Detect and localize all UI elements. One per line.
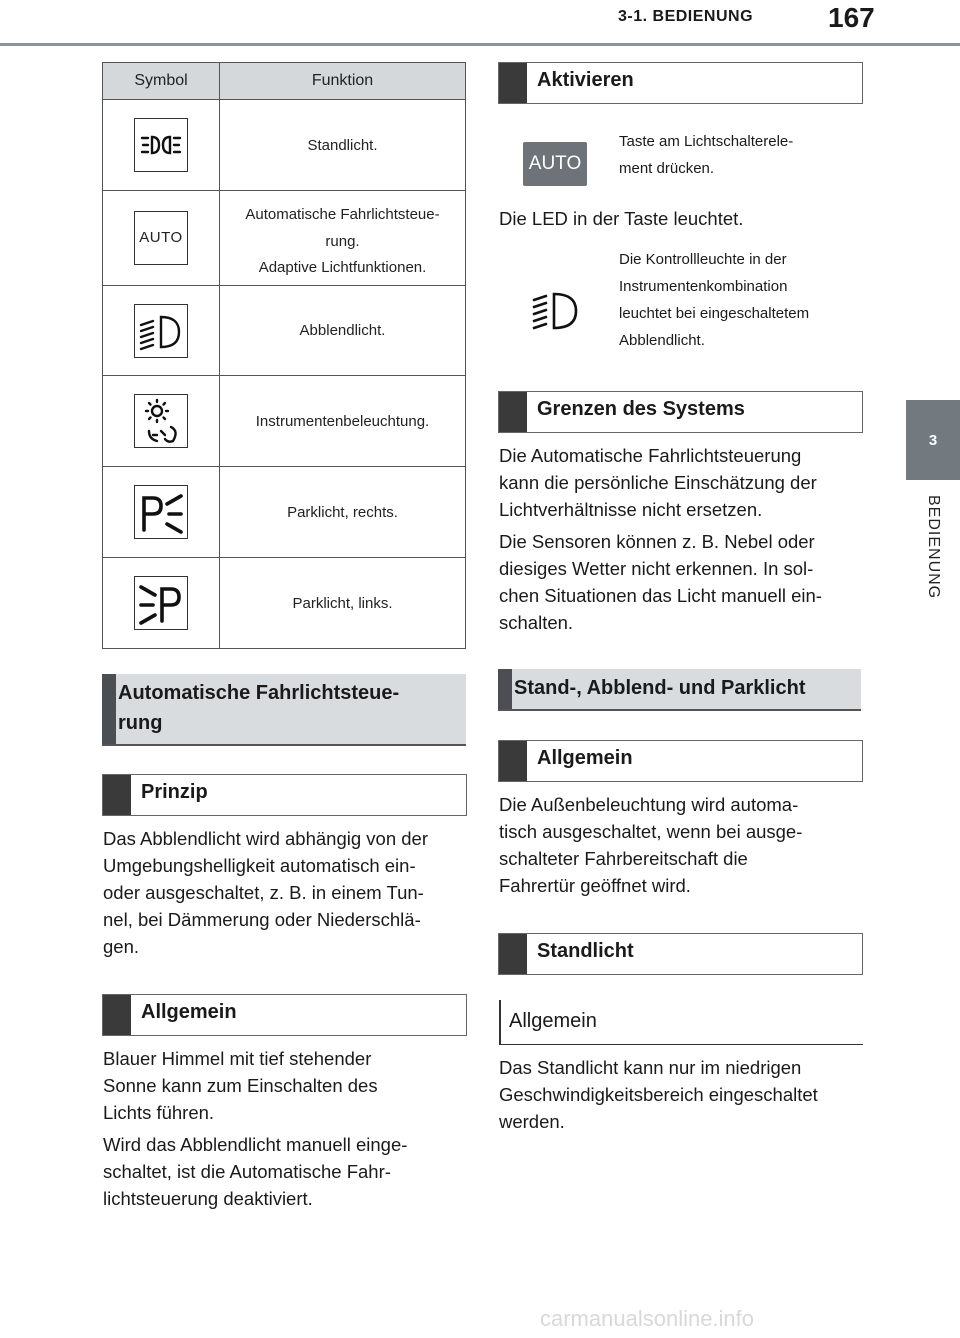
subheading-prinzip xyxy=(102,774,467,816)
heading-bar xyxy=(102,674,116,744)
table-cell-function: Standlicht. xyxy=(220,100,466,191)
text-line: werden. xyxy=(499,1111,565,1132)
section-title: 3-1. BEDIENUNG xyxy=(618,8,754,25)
table-header-function: Funktion xyxy=(220,63,466,100)
parking-light-left-icon xyxy=(134,576,188,630)
section-heading-lights xyxy=(498,669,861,711)
text-line: Die Kontrollleuchte in der xyxy=(619,251,787,268)
text-line: kann die persönliche Einschätzung der xyxy=(499,472,817,493)
indicator-description xyxy=(619,246,809,354)
table-cell-function: Abblendlicht. xyxy=(220,286,466,376)
subheading-label: Aktivieren xyxy=(537,69,634,91)
table-row xyxy=(103,467,466,558)
text-line: Geschwindigkeitsbereich eingeschaltet xyxy=(499,1084,818,1105)
text-line: Die Automatische Fahrlichtsteuerung xyxy=(499,445,802,466)
text-line: lichtsteuerung deaktiviert. xyxy=(103,1188,313,1209)
table-row xyxy=(103,558,466,649)
symbol-table xyxy=(102,62,466,649)
text-line: Lichts führen. xyxy=(103,1102,215,1123)
text-line: Wird das Abblendlicht manuell einge- xyxy=(103,1134,408,1155)
subheading-aktivieren xyxy=(498,62,863,104)
text-line: Lichtverhältnisse nicht ersetzen. xyxy=(499,499,763,520)
watermark: carmanualsonline.info xyxy=(540,1306,755,1331)
subheading-standlicht xyxy=(498,933,863,975)
text-line: schaltet, ist die Automatische Fahr- xyxy=(103,1161,391,1182)
text-line: Blauer Himmel mit tief stehender xyxy=(103,1048,372,1069)
table-row xyxy=(103,286,466,376)
text-line: leuchtet bei eingeschaltetem xyxy=(619,305,810,322)
text-line: schalteter Fahrbereitschaft die xyxy=(499,848,748,869)
heading-bar xyxy=(103,995,131,1035)
paragraph-allgemein-right xyxy=(499,791,802,899)
section-heading-label: Stand-, Abblend- und Parklicht xyxy=(514,677,806,699)
text-line: Sonne kann zum Einschalten des xyxy=(103,1075,378,1096)
text-line: Die Sensoren können z. B. Nebel oder xyxy=(499,531,815,552)
heading-bar xyxy=(499,741,527,781)
section-heading-line: rung xyxy=(118,712,163,734)
table-row xyxy=(103,191,466,286)
table-cell-function-2: Adaptive Lichtfunktionen. xyxy=(258,258,427,276)
table-header-row xyxy=(103,63,466,100)
auto-icon xyxy=(134,211,188,265)
subheading-label: Grenzen des Systems xyxy=(537,398,745,420)
subheading-label: Standlicht xyxy=(537,940,634,962)
header-rule xyxy=(0,43,960,46)
heading-bar xyxy=(499,934,527,974)
text-line: Instrumentenkombination xyxy=(619,278,788,295)
function-line: Automatische Fahrlichtsteue- xyxy=(245,205,440,223)
text-line: gen. xyxy=(103,936,140,957)
paragraph-grenzen-1 xyxy=(499,442,817,523)
heading-bar xyxy=(498,669,512,709)
paragraph-allgemein-2 xyxy=(103,1131,407,1212)
subheading-label: Prinzip xyxy=(141,781,208,803)
paragraph-standlicht xyxy=(499,1054,818,1135)
table-row xyxy=(103,376,466,467)
table-cell-function: Parklicht, links. xyxy=(220,558,466,649)
text-line: diesiges Wetter nicht erkennen. In sol- xyxy=(499,558,814,579)
chapter-number: 3 xyxy=(928,431,938,449)
text-line: nel, bei Dämmerung oder Niederschlä- xyxy=(103,909,421,930)
function-line: rung. xyxy=(325,232,360,250)
text-line: ment drücken. xyxy=(619,160,715,177)
heading-bar xyxy=(499,392,527,432)
section-heading-line: Automatische Fahrlichtsteue- xyxy=(118,682,400,704)
side-lights-icon xyxy=(134,118,188,172)
text-line: Taste am Lichtschalterele- xyxy=(619,133,794,150)
text-line: oder ausgeschaltet, z. B. in einem Tun- xyxy=(103,882,424,903)
subheading-label: Allgemein xyxy=(141,1001,237,1023)
text-line: Das Abblendlicht wird abhängig von der xyxy=(103,828,428,849)
text-line: Abblendlicht. xyxy=(619,332,705,349)
auto-icon-label: AUTO xyxy=(139,229,183,246)
table-row xyxy=(103,100,466,191)
text-line: Das Standlicht kann nur im niedrigen xyxy=(499,1057,802,1078)
paragraph-grenzen-2 xyxy=(499,528,822,636)
subheading-label: Allgemein xyxy=(509,1010,597,1032)
table-cell-function: Parklicht, rechts. xyxy=(220,467,466,558)
heading-bar xyxy=(499,63,527,103)
led-text: Die LED in der Taste leuchtet. xyxy=(499,208,744,229)
subheading-label: Allgemein xyxy=(537,747,633,769)
paragraph-allgemein-1 xyxy=(103,1045,378,1126)
text-line: Umgebungshelligkeit automatisch ein- xyxy=(103,855,416,876)
subheading-allgemein-right xyxy=(498,740,863,782)
text-line: Fahrertür geöffnet wird. xyxy=(499,875,691,896)
paragraph-prinzip xyxy=(103,825,428,960)
chapter-label-container xyxy=(906,495,960,625)
text-line: schalten. xyxy=(499,612,574,633)
table-cell-function: Instrumentenbeleuchtung. xyxy=(220,376,466,467)
heading-bar xyxy=(103,775,131,815)
instrument-lighting-icon xyxy=(134,394,188,448)
table-cell-function xyxy=(221,201,464,255)
page-number: 167 xyxy=(828,2,875,33)
auto-key-description xyxy=(619,128,793,182)
text-line: Die Außenbeleuchtung wird automa- xyxy=(499,794,799,815)
subheading-grenzen xyxy=(498,391,863,433)
chapter-label: BEDIENUNG xyxy=(925,495,942,600)
subheading-allgemein-left xyxy=(102,994,467,1036)
low-beam-icon xyxy=(134,304,188,358)
table-header-symbol: Symbol xyxy=(103,63,220,100)
section-heading-auto-lights xyxy=(102,674,466,746)
auto-key-icon: AUTO xyxy=(523,142,587,186)
text-line: chen Situationen das Licht manuell ein- xyxy=(499,585,822,606)
subheading-standlicht-allgemein xyxy=(499,1000,863,1045)
parking-light-right-icon xyxy=(134,485,188,539)
low-beam-indicator-icon xyxy=(530,290,582,334)
chapter-tab xyxy=(906,400,960,480)
text-line: tisch ausgeschaltet, wenn bei ausge- xyxy=(499,821,803,842)
